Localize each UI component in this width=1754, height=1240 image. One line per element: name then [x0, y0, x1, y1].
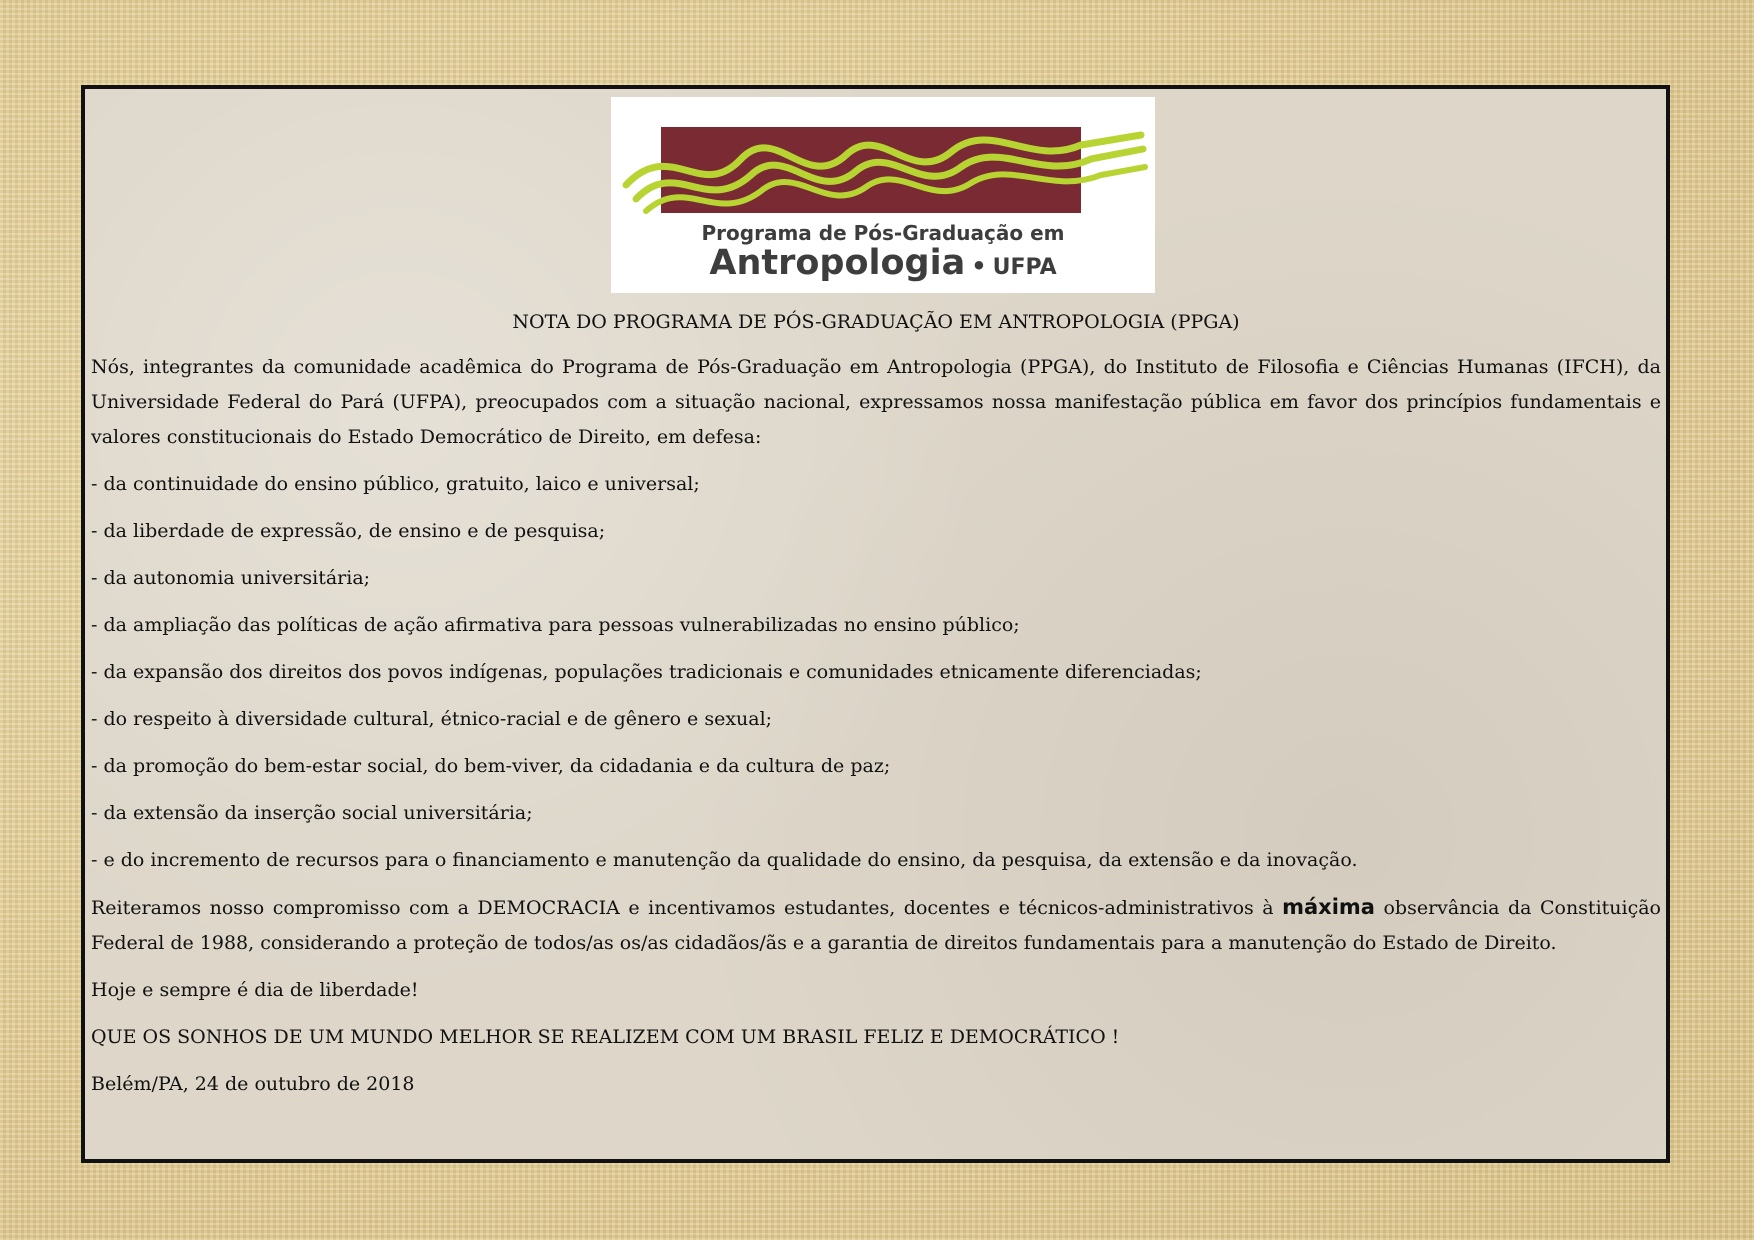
list-item: - da expansão dos direitos dos povos indígenas, populações tradicionais e comunidades etnicamente diferenciadas; [91, 661, 1202, 683]
list-item: - da promoção do bem-estar social, do bem-viver, da cidadania e da cultura de paz; [91, 755, 891, 777]
list-item: - da continuidade do ensino público, gratuito, laico e universal; [91, 473, 700, 495]
list-item: - e do incremento de recursos para o financiamento e manutenção da qualidade do ensino, da pesquisa, da extensão e da inovação. [91, 849, 1358, 871]
logo-separator: • [971, 252, 987, 280]
list-item: - do respeito à diversidade cultural, étnico-racial e de gênero e sexual; [91, 708, 773, 730]
logo-ufpa: UFPA [992, 255, 1057, 280]
note-panel [81, 85, 1670, 1163]
closing-emphasis: máxima [1282, 895, 1375, 919]
intro-paragraph: Nós, integrantes da comunidade acadêmica do Programa de Pós-Graduação em Antropologia (PPGA), do Instituto de Filosofia e Ciências Humanas (IFCH), da Universidade Federal do Pará (UFPA), preocupados com a situação nacional, expressamos nossa manifestação pública em favor dos princípios fundamentais e valores constitucionais do Estado Democrático de Direito, em defesa: [91, 356, 1661, 448]
note-content [91, 305, 1661, 1114]
list-item: - da extensão da inserção social universitária; [91, 802, 533, 824]
logo-title-line [651, 243, 1115, 283]
closing-text-before: Reiteramos nosso compromisso com a DEMOCRACIA e incentivamos estudantes, docentes e técnicos-administrativos à [91, 897, 1274, 919]
closing-text-after: observância da Constituição Federal de 1988, considerando a proteção de todos/as os/as cidadãos/ãs e a garantia de direitos fundamentais para a manutenção do Estado de Direito. [91, 897, 1661, 954]
list-item: - da liberdade de expressão, de ensino e de pesquisa; [91, 520, 606, 542]
closing-paragraph [91, 890, 1661, 961]
signature-line: Belém/PA, 24 de outubro de 2018 [91, 1073, 415, 1095]
list-item: - da ampliação das políticas de ação afirmativa para pessoas vulnerabilizadas no ensino público; [91, 614, 1020, 636]
ppga-logo [611, 97, 1155, 293]
exclamation-line: QUE OS SONHOS DE UM MUNDO MELHOR SE REALIZEM COM UM BRASIL FELIZ E DEMOCRÁTICO ! [91, 1026, 1120, 1048]
logo-antropologia: Antropologia [709, 243, 966, 283]
note-title: NOTA DO PROGRAMA DE PÓS-GRADUAÇÃO EM ANTROPOLOGIA (PPGA) [512, 311, 1240, 333]
motto-line: Hoje e sempre é dia de liberdade! [91, 979, 419, 1001]
logo-program-name: Programa de Pós-Graduação em [701, 221, 1065, 245]
list-item: - da autonomia universitária; [91, 567, 371, 589]
